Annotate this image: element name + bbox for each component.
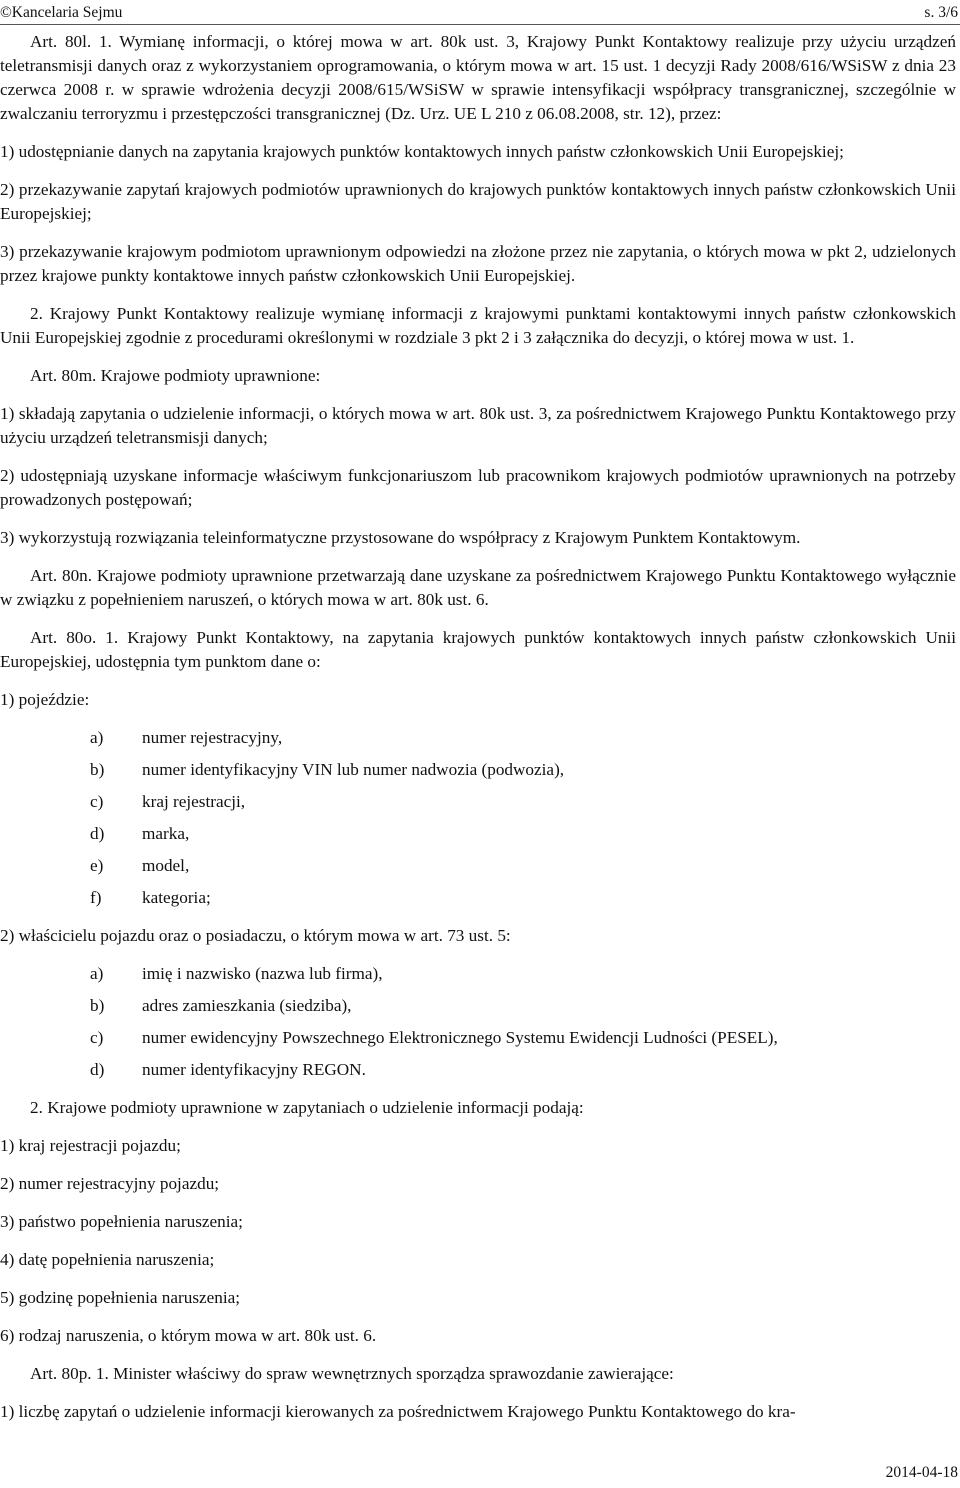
art-80l-point-2: 2) przekazywanie zapytań krajowych podmiotów uprawnionych do krajowych punktów kontaktowych innych państw członkowskich Unii Europejskiej;: [0, 180, 956, 223]
art-80l-point-3: 3) przekazywanie krajowym podmiotom uprawnionym odpowiedzi na złożone przez nie zapytania, o których mowa w pkt 2, udzielonych przez krajowe punkty kontaktowe innych państw członkowskich Unii Europejskiej.: [0, 242, 956, 285]
list-item: d) numer identyfikacyjny REGON.: [90, 1060, 366, 1079]
header-publisher: ©Kancelaria Sejmu: [0, 4, 123, 21]
art-80l-point-1: 1) udostępnianie danych na zapytania krajowych punktów kontaktowych innych państw członkowskich Unii Europejskiej;: [0, 142, 844, 161]
art-80o-2-point-4: 4) datę popełnienia naruszenia;: [0, 1250, 215, 1269]
art-80m-point-3: 3) wykorzystują rozwiązania teleinformatyczne przystosowane do współpracy z Krajowym Punktem Kontaktowym.: [0, 528, 801, 547]
art-80o-point-2: 2) właścicielu pojazdu oraz o posiadaczu, o którym mowa w art. 73 ust. 5:: [0, 926, 511, 945]
art-80o-2-point-5: 5) godzinę popełnienia naruszenia;: [0, 1288, 241, 1307]
art-80o-paragraph-2: 2. Krajowe podmioty uprawnione w zapytaniach o udzielenie informacji podają:: [30, 1098, 584, 1117]
document-body: [0, 30, 956, 1438]
art-80o-2-point-3: 3) państwo popełnienia naruszenia;: [0, 1212, 243, 1231]
art-80l-paragraph-2: 2. Krajowy Punkt Kontaktowy realizuje wymianę informacji z krajowymi punktami kontaktowymi innych państw członkowskich Unii Europejskiej zgodnie z procedurami określonymi w rozdziale 3 pkt 2 i 3 załącznika do decyzji, o której mowa w ust. 1.: [0, 304, 956, 347]
art-80o-2-point-2: 2) numer rejestracyjny pojazdu;: [0, 1174, 220, 1193]
art-80o-2-point-1: 1) kraj rejestracji pojazdu;: [0, 1136, 181, 1155]
list-item: b) numer identyfikacyjny VIN lub numer nadwozia (podwozia),: [90, 760, 565, 779]
art-80m-heading: Art. 80m. Krajowe podmioty uprawnione:: [30, 366, 321, 385]
header-page-number: s. 3/6: [924, 4, 958, 21]
art-80p-paragraph-1: Art. 80p. 1. Minister właściwy do spraw wewnętrznych sporządza sprawozdanie zawierające:: [30, 1364, 674, 1383]
list-item: c) kraj rejestracji,: [90, 792, 246, 811]
list-item: b) adres zamieszkania (siedziba),: [90, 996, 352, 1015]
art-80o-point-1-subitems: [0, 726, 956, 910]
art-80p-point-1: 1) liczbę zapytań o udzielenie informacji kierowanych za pośrednictwem Krajowego Punktu Kontaktowego do kra-: [0, 1402, 796, 1421]
list-item: a) numer rejestracyjny,: [90, 728, 283, 747]
art-80o-point-1: 1) pojeździe:: [0, 690, 90, 709]
art-80m-point-1: 1) składają zapytania o udzielenie informacji, o których mowa w art. 80k ust. 3, za pośrednictwem Krajowego Punktu Kontaktowego przy użyciu urządzeń teletransmisji danych;: [0, 404, 956, 447]
art-80o-2-point-6: 6) rodzaj naruszenia, o którym mowa w art. 80k ust. 6.: [0, 1326, 377, 1345]
footer-date: 2014-04-18: [885, 1464, 958, 1481]
art-80n-paragraph: Art. 80n. Krajowe podmioty uprawnione przetwarzają dane uzyskane za pośrednictwem Krajowego Punktu Kontaktowego wyłącznie w związku z popełnieniem naruszeń, o których mowa w art. 80k ust. 6.: [0, 566, 956, 609]
art-80l-paragraph-1: Art. 80l. 1. Wymianę informacji, o której mowa w art. 80k ust. 3, Krajowy Punkt Kontaktowy realizuje przy użyciu urządzeń teletransmisji danych oraz z wykorzystaniem oprogramowania, o którym mowa w art. 15 ust. 1 decyzji Rady 2008/616/WSiSW z dnia 23 czerwca 2008 r. w sprawie wdrożenia decyzji 2008/615/WSiSW w sprawie intensyfikacji współpracy transgranicznej, szczególnie w zwalczaniu terroryzmu i przestępczości transgranicznej (Dz. Urz. UE L 210 z 06.08.2008, str. 12), przez:: [0, 32, 956, 123]
art-80m-point-2: 2) udostępniają uzyskane informacje właściwym funkcjonariuszom lub pracownikom krajowych podmiotów uprawnionych na potrzeby prowadzonych postępowań;: [0, 466, 956, 509]
list-item: f) kategoria;: [90, 888, 211, 907]
art-80o-paragraph-1: Art. 80o. 1. Krajowy Punkt Kontaktowy, na zapytania krajowych punktów kontaktowych innych państw członkowskich Unii Europejskiej, udostępnia tym punktom dane o:: [0, 628, 956, 671]
list-item: e) model,: [90, 856, 190, 875]
list-item: a) imię i nazwisko (nazwa lub firma),: [90, 964, 383, 983]
list-item: c) numer ewidencyjny Powszechnego Elektronicznego Systemu Ewidencji Ludności (PESEL),: [90, 1028, 778, 1047]
list-item: d) marka,: [90, 824, 190, 843]
art-80o-point-2-subitems: [0, 962, 956, 1082]
header-rule: [0, 24, 960, 25]
